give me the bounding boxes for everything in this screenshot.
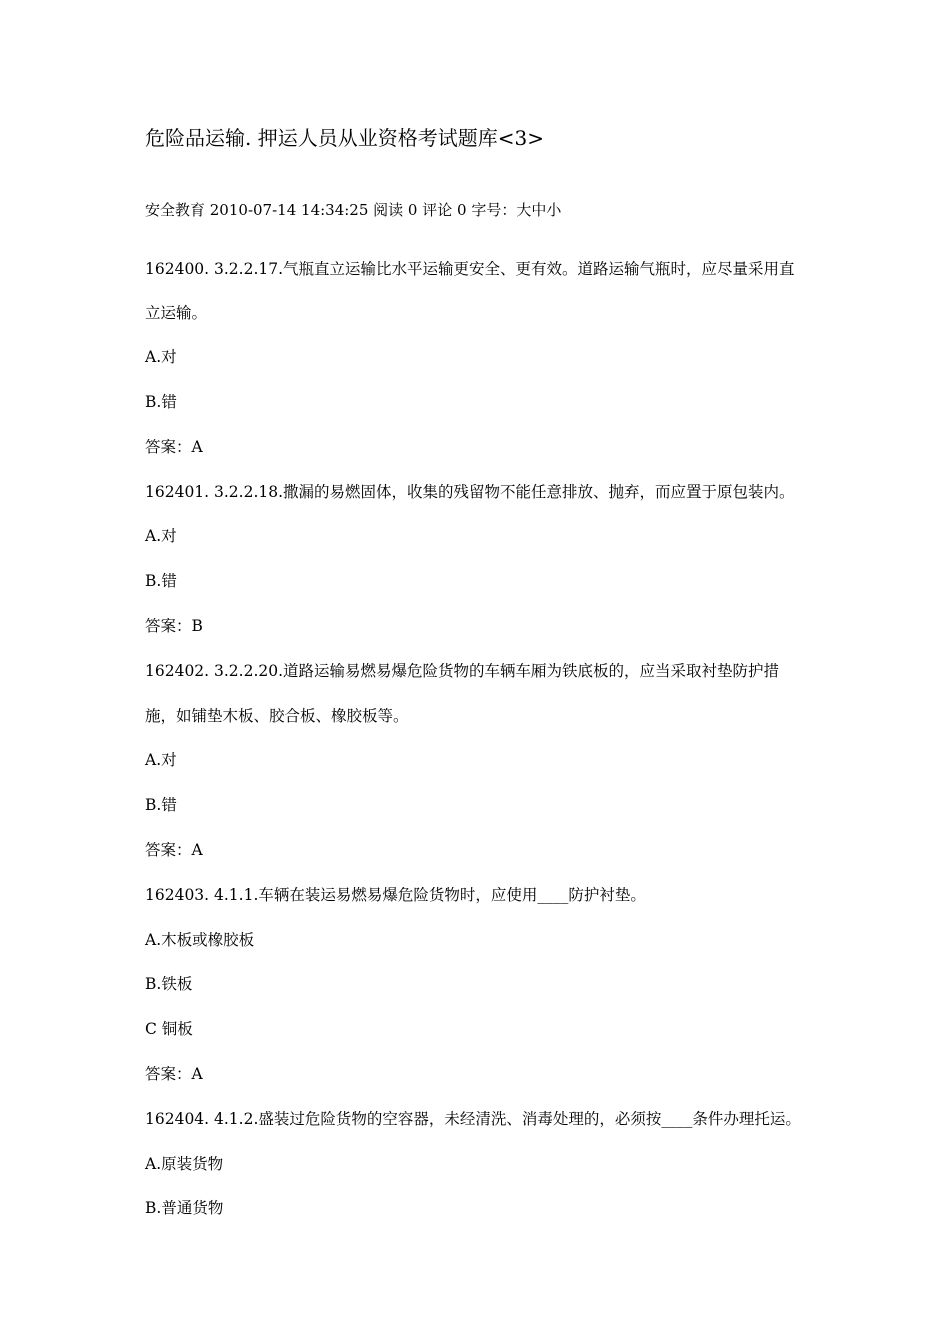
question-162401-text: 162401. 3.2.2.18.撒漏的易燃固体，收集的残留物不能任意排放、抛弃，而应置于原包装内。: [145, 483, 795, 501]
question-162404-text: 162404. 4.1.2.盛装过危险货物的空容器，未经清洗、消毒处理的，必须按____条件办理托运。: [145, 1110, 801, 1128]
question-162402-text-continued: 施，如铺垫木板、胶合板、橡胶板等。: [145, 707, 409, 725]
option-b: B.错: [145, 572, 177, 590]
option-a: A.对: [145, 348, 177, 366]
option-a: A.木板或橡胶板: [145, 931, 255, 949]
option-a: A.对: [145, 751, 177, 769]
answer: 答案：A: [145, 841, 203, 859]
option-b: B.错: [145, 796, 177, 814]
document-title: 危险品运输. 押运人员从业资格考试题库<3>: [145, 126, 544, 150]
answer: 答案：A: [145, 438, 203, 456]
option-b: B.铁板: [145, 975, 193, 993]
option-b: B.错: [145, 393, 177, 411]
option-a: A.原装货物: [145, 1155, 224, 1173]
option-b: B.普通货物: [145, 1199, 224, 1217]
question-162400-text-continued: 立运输。: [145, 304, 208, 322]
question-162402-text: 162402. 3.2.2.20.道路运输易燃易爆危险货物的车辆车厢为铁底板的，应当采取衬垫防护措: [145, 662, 780, 680]
article-meta: 安全教育 2010-07-14 14:34:25 阅读 0 评论 0 字号：大中小: [145, 201, 562, 219]
answer: 答案：B: [145, 617, 203, 635]
question-162400-text: 162400. 3.2.2.17.气瓶直立运输比水平运输更安全、更有效。道路运输气瓶时，应尽量采用直: [145, 260, 795, 278]
option-a: A.对: [145, 527, 177, 545]
option-c: C 铜板: [145, 1020, 193, 1038]
answer: 答案：A: [145, 1065, 203, 1083]
question-162403-text: 162403. 4.1.1.车辆在装运易燃易爆危险货物时，应使用____防护衬垫。: [145, 886, 646, 904]
